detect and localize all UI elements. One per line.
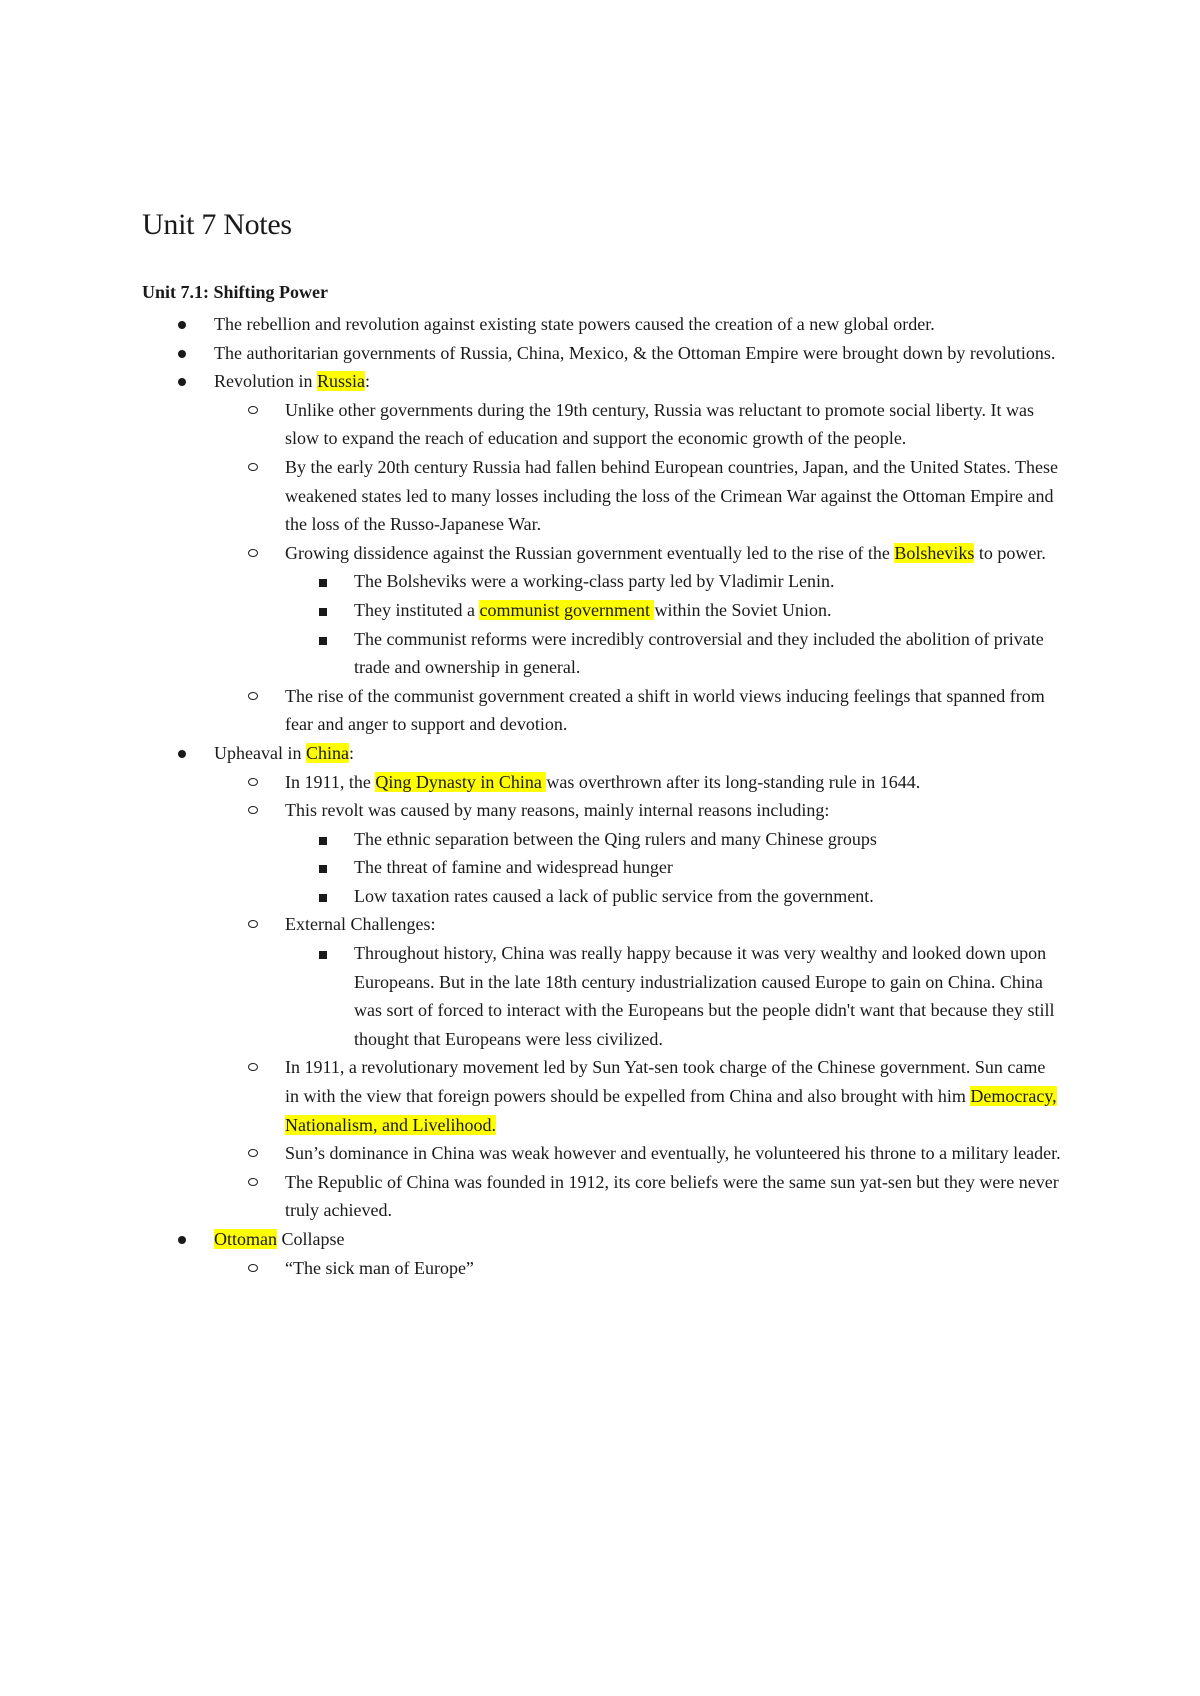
hollow-bullet-icon — [248, 406, 258, 414]
document-title: Unit 7 Notes — [142, 208, 292, 241]
list-item: The rise of the communist government created a shift in world views inducing feelings that spanned from fear and anger to support and devotion. — [142, 682, 1062, 739]
list-item: Sun’s dominance in China was weak however and eventually, he volunteered his throne to a military leader. — [142, 1139, 1062, 1168]
list-item-ottoman: Ottoman Collapse — [142, 1225, 1062, 1254]
list-item: In 1911, the Qing Dynasty in China was overthrown after its long-standing rule in 1644. — [142, 768, 1062, 797]
list-item: In 1911, a revolutionary movement led by Sun Yat-sen took charge of the Chinese government. Sun came in with the view that foreign powers should be expelled from China and also brought with him Democracy, Nationalism, and Livelihood. — [142, 1053, 1062, 1139]
square-bullet-icon — [319, 637, 327, 645]
list-item: They instituted a communist government within the Soviet Union. — [142, 596, 1062, 625]
list-item: The Bolsheviks were a working-class party led by Vladimir Lenin. — [142, 567, 1062, 596]
hollow-bullet-icon — [248, 692, 258, 700]
hollow-bullet-icon — [248, 1063, 258, 1071]
bullet-icon — [178, 350, 186, 358]
bullet-icon — [178, 1236, 186, 1244]
list-item: The communist reforms were incredibly controversial and they included the abolition of private trade and ownership in general. — [142, 625, 1062, 682]
highlight: communist government — [479, 599, 655, 620]
bullet-icon — [178, 378, 186, 386]
list-item: “The sick man of Europe” — [142, 1254, 1062, 1283]
section-heading: Unit 7.1: Shifting Power — [142, 282, 328, 302]
hollow-bullet-icon — [248, 463, 258, 471]
list-item: Growing dissidence against the Russian government eventually led to the rise of the Bolsheviks to power. — [142, 539, 1062, 568]
hollow-bullet-icon — [248, 920, 258, 928]
highlight: China — [305, 742, 349, 763]
notes-list — [142, 310, 1062, 1282]
square-bullet-icon — [319, 951, 327, 959]
list-item: Unlike other governments during the 19th century, Russia was reluctant to promote social liberty. It was slow to expand the reach of education and support the economic growth of the people. — [142, 396, 1062, 453]
list-item: By the early 20th century Russia had fallen behind European countries, Japan, and the United States. These weakened states led to many losses including the loss of the Crimean War against the Ottoman Empire and the loss of the Russo-Japanese War. — [142, 453, 1062, 539]
list-item: External Challenges: — [142, 910, 1062, 939]
hollow-bullet-icon — [248, 806, 258, 814]
highlight: Ottoman — [214, 1229, 277, 1249]
square-bullet-icon — [319, 608, 327, 616]
bullet-icon — [178, 750, 186, 758]
list-item: Throughout history, China was really happy because it was very wealthy and looked down upon Europeans. But in the late 18th century industrialization caused Europe to gain on China. China was sort of forced to interact with the Europeans but the people didn't want that because they still thought that Europeans were less civilized. — [142, 939, 1062, 1053]
list-item: The ethnic separation between the Qing rulers and many Chinese groups — [142, 825, 1062, 854]
list-item: The authoritarian governments of Russia, China, Mexico, & the Ottoman Empire were brought down by revolutions. — [142, 339, 1062, 368]
square-bullet-icon — [319, 837, 327, 845]
square-bullet-icon — [319, 579, 327, 587]
hollow-bullet-icon — [248, 778, 258, 786]
highlight: Democracy, Nationalism, and Livelihood. — [285, 1086, 1057, 1135]
list-item: This revolt was caused by many reasons, mainly internal reasons including: — [142, 796, 1062, 825]
document-page — [142, 208, 1062, 1282]
highlight: Bolsheviks — [894, 542, 975, 563]
highlight: Qing Dynasty in China — [375, 771, 547, 792]
square-bullet-icon — [319, 894, 327, 902]
bullet-icon — [178, 321, 186, 329]
hollow-bullet-icon — [248, 1264, 258, 1272]
list-item-russia: Revolution in Russia: — [142, 367, 1062, 396]
hollow-bullet-icon — [248, 549, 258, 557]
hollow-bullet-icon — [248, 1149, 258, 1157]
list-item: The Republic of China was founded in 1912, its core beliefs were the same sun yat-sen but they were never truly achieved. — [142, 1168, 1062, 1225]
list-item: Low taxation rates caused a lack of public service from the government. — [142, 882, 1062, 911]
hollow-bullet-icon — [248, 1178, 258, 1186]
list-item-china: Upheaval in China: — [142, 739, 1062, 768]
list-item: The rebellion and revolution against existing state powers caused the creation of a new global order. — [142, 310, 1062, 339]
list-item: The threat of famine and widespread hunger — [142, 853, 1062, 882]
highlight: Russia — [317, 371, 366, 392]
square-bullet-icon — [319, 865, 327, 873]
